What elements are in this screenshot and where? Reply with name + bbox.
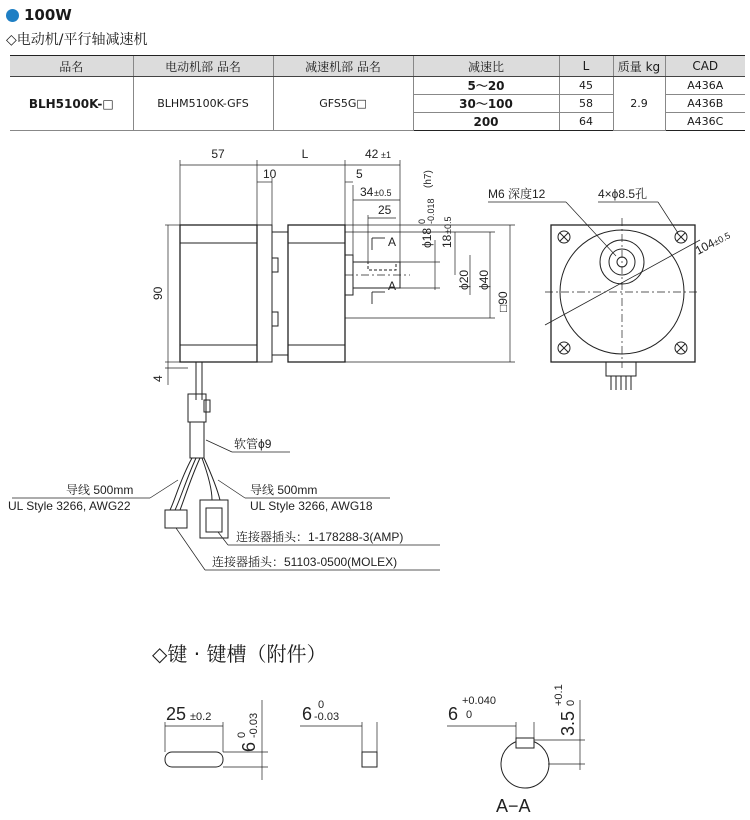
cad-cell: A436B (665, 95, 745, 113)
shaft-tol-upper: 0 (417, 218, 427, 224)
subtitle: ◇电动机/平行轴减速机 (6, 32, 148, 48)
dim-57: 57 (211, 147, 225, 161)
dim-90-square: □90 (496, 291, 510, 312)
dim-104-tol: ±0.5 (711, 230, 733, 248)
connector-amp: 连接器插头：1-178288-3(AMP) (236, 530, 404, 544)
key-length: 25 (166, 704, 187, 724)
key-height-tol-lower: -0.03 (248, 712, 260, 738)
col-header: L (559, 56, 613, 77)
key-width-tol-lower: -0.03 (314, 711, 340, 723)
hose-label: 软管ϕ9 (234, 437, 272, 451)
dim-34: 34 (360, 185, 374, 199)
slot-width-tol-lower: 0 (466, 709, 473, 721)
slot-width-tol-upper: +0.040 (462, 695, 496, 707)
l-cell: 58 (559, 95, 613, 113)
dim-104: 104 (692, 235, 718, 258)
product-name-cell: BLH5100K-□ (10, 77, 133, 131)
dim-l: L (301, 147, 309, 161)
key-section-title: ◇键 · 键槽（附件） (152, 642, 327, 666)
front-view-square (551, 225, 695, 362)
slot-width: 6 (448, 704, 459, 724)
keyway-slot (516, 738, 534, 748)
dim-5: 5 (356, 167, 363, 181)
col-header: 品名 (10, 56, 133, 77)
gearhead-body (288, 225, 345, 362)
section-a-bottom: A (388, 279, 397, 293)
cad-cell: A436A (665, 77, 745, 95)
dim-90-height: 90 (151, 286, 165, 300)
dim-18: 18 (440, 234, 454, 248)
key-width: 6 (302, 704, 313, 724)
connector-molex: 连接器插头：51103-0500(MOLEX) (212, 555, 398, 569)
l-cell: 64 (559, 113, 613, 131)
lead-left-spec: UL Style 3266, AWG22 (8, 499, 131, 513)
power-title: 100W (24, 6, 72, 24)
key-side-view (165, 752, 223, 767)
lead-left-length: 导线 500mm (66, 483, 134, 497)
key-height-tol-upper: 0 (236, 731, 248, 738)
motor-body (180, 225, 257, 362)
motor-name-cell: BLHM5100K-GFS (133, 77, 273, 131)
col-header: 电动机部 品名 (133, 56, 273, 77)
col-header: 减速机部 品名 (273, 56, 413, 77)
m6-label: M6 深度12 (488, 187, 546, 201)
shaft-diameter: ϕ18 (420, 227, 434, 248)
dim-10: 10 (263, 167, 277, 181)
slot-depth-tol-lower: 0 (565, 699, 577, 706)
slot-depth: 3.5 (558, 710, 578, 736)
col-header: CAD (665, 56, 745, 77)
ratio-cell: 5～20 (413, 77, 559, 95)
dim-4: 4 (151, 375, 165, 382)
dim-34-tol: ±0.5 (374, 188, 392, 198)
l-cell: 45 (559, 77, 613, 95)
mass-cell: 2.9 (613, 77, 665, 131)
slot-depth-tol-upper: +0.1 (553, 684, 565, 706)
key-length-tol: ±0.2 (190, 711, 212, 723)
lead-right-spec: UL Style 3266, AWG18 (250, 499, 373, 513)
section-a-top: A (388, 235, 397, 249)
dia-40: ϕ40 (477, 269, 491, 290)
dim-18-tol: ±0.5 (443, 216, 453, 234)
col-header: 质量 kg (613, 56, 665, 77)
cad-cell: A436C (665, 113, 745, 131)
shaft-fit: (h7) (423, 170, 434, 188)
key-end-view (362, 752, 377, 767)
ratio-cell: 30～100 (413, 95, 559, 113)
dim-42: 42 (365, 147, 379, 161)
col-header: 减速比 (413, 56, 559, 77)
lead-right-length: 导线 500mm (250, 483, 318, 497)
gearhead-name-cell: GFS5G□ (273, 77, 413, 131)
dim-25: 25 (378, 203, 392, 217)
key-height: 6 (239, 741, 259, 752)
key-width-tol-upper: 0 (318, 699, 325, 711)
shaft-tol-lower: -0.018 (426, 198, 436, 224)
dia-20: ϕ20 (457, 269, 471, 290)
holes-label: 4×ϕ8.5孔 (598, 187, 648, 201)
flange (257, 225, 272, 362)
dim-42-tol: ±1 (381, 150, 391, 160)
flange-step (272, 232, 288, 355)
section-aa-label: A−A (496, 796, 531, 816)
ratio-cell: 200 (413, 113, 559, 131)
